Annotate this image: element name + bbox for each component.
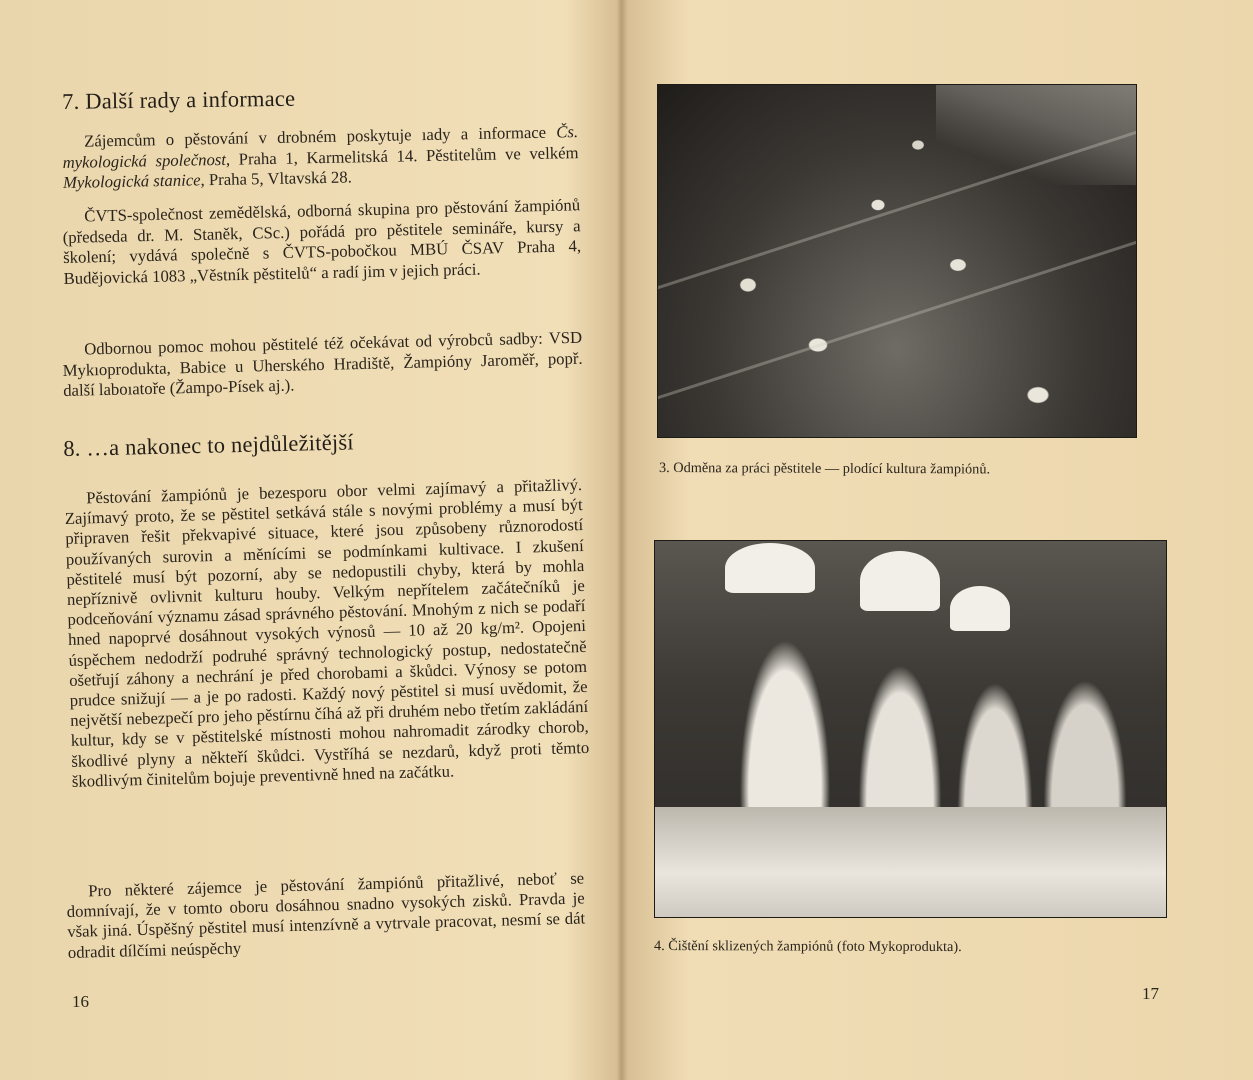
right-page: [622, 0, 1253, 1080]
society-name: Čs. mykologická společnost: [62, 122, 579, 172]
figure-3-caption: 3. Odměna za práci pěstitele — plodící kultura žampiónů.: [658, 460, 991, 478]
photo-work-table: [655, 807, 1166, 917]
photo-headscarf: [860, 551, 940, 611]
section-8-paragraph-1: Pěstování žampiónů je bezesporu obor velmi zajímavý a přitažlivý. Zajímavý proto, že se pěstitel setkává stále s novými problémy a musí být připraven řešit překvapivé situace, které jsou způsobeny různorodostí používaných surovin a měnícími se podmínkami kultivace. I zkušení pěstitelé musí být pozorní, aby se nedopustili chyby, která by mohla nepříznivě ovlivnit kulturu houby. Velkým nepřítelem začátečníků je podceňování významu zásad správného pěstování. Mnohým z nich se podaří hned napoprvé dosáhnout vysokých výnosů — 10 až 20 kg/m². Opojeni úspěchem nedodrží podruhé správný technologický postup, nedostatečně ošetřují záhony a nechrání je před chorobami a škůdci. Výnosy se potom prudce snižují — a je po radosti. Každý nový pěstitel si musí uvědomit, že největší nebezpečí pro jeho pěstírnu číhá až při druhém nebo třetím zakládání kultur, kdy se v pěstitelské místnosti mohou nahromadit zárodky chorob, škodlivé plyny a někteří škůdci. Vystříhá se nezdarů, když proti těmto škodlivým činitelům bojuje preventivně hned na začátku.: [64, 474, 590, 791]
paragraph-text: , Praha 1, Karmelitská 14. Pěstitelům ve velkém: [225, 142, 579, 169]
page-number-right: 17: [1142, 984, 1159, 1003]
section-7-paragraph-1: [62, 122, 579, 194]
section-8-heading: 8. …a nakonec to nejdůležitější: [63, 429, 354, 461]
section-7-paragraph-3: Odbornou pomoc mohou pěstitelé též očekávat od výrobců sadby: VSD Mykıoprodukta, Babice u Uherského Hradiště, Žampióny Jaroměř, popř. další laboıatoře (Žampo-Písek aj.).: [62, 327, 583, 401]
paragraph-text: Zájemcům o pěstování v drobném poskytuje ıady a informace: [83, 122, 557, 151]
photo-headscarf: [950, 586, 1010, 631]
paragraph-text: , Praha 5, Vltavská 28.: [200, 167, 352, 190]
photo-headscarf: [725, 543, 815, 593]
page-number-left: 16: [72, 992, 89, 1011]
section-7-paragraph-2: ČVTS-společnost zemědělská, odborná skupina pro pěstování žampiónů (předseda dr. M. Staněk, CSc.) pořádá pro pěstitele semináře, kursy a školení; vydává společně s ČVTS-pobočkou MBÚ ČSAV Praha 4, Budějovická 1083 „Věstník pěstitelů“ a radí jim v jejich práci.: [62, 195, 582, 288]
photo-workers-cleaning-mushrooms: [654, 540, 1167, 918]
photo-shelf-line: [657, 232, 1137, 402]
section-7-heading: 7. Další rady a informace: [62, 85, 296, 114]
left-page: [0, 0, 618, 1080]
photo-light-area: [936, 85, 1136, 185]
figure-4-caption: 4. Čištění sklizených žampiónů (foto Mykoprodukta).: [653, 938, 962, 956]
photo-mushroom-culture: [657, 84, 1137, 438]
station-name: Mykologická stanice: [62, 170, 201, 193]
section-8-paragraph-2: Pro některé zájemce je pěstování žampiónů přitažlivé, neboť se domnívají, že v tomto oboru dosáhnou snadno vysokých zisků. Pravda je však jiná. Úspěšný pěstitel musí intenzívně a vytrvale pracovat, nesmí se dát odradit dílčími neúspěchy: [66, 868, 586, 962]
